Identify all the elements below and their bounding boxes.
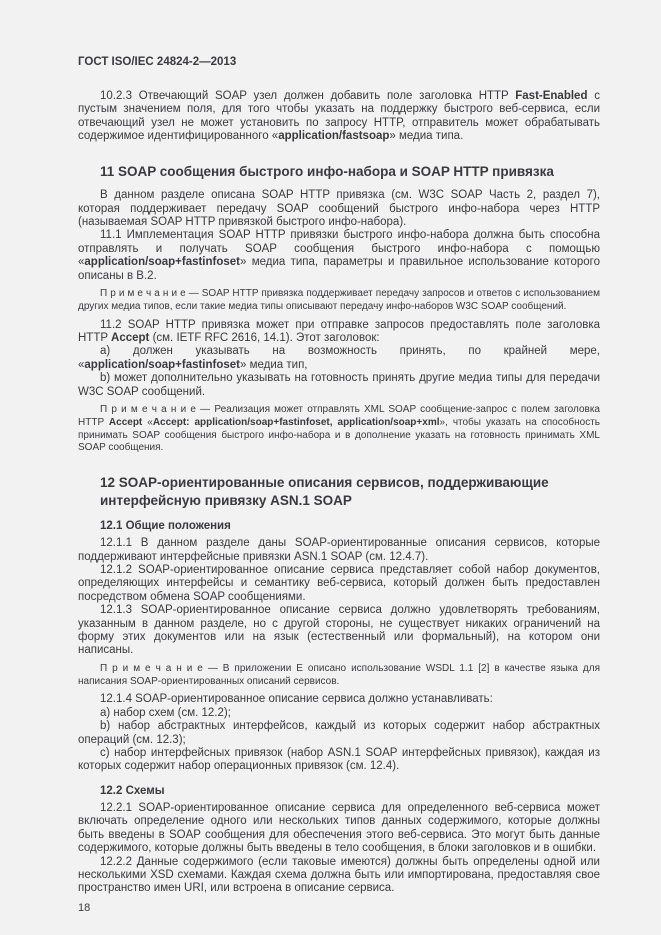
page-number: 18 xyxy=(78,901,91,914)
paragraph-12-2-1: 12.2.1 SOAP-ориентированное описание сервиса для определенного веб-сервиса может включать определение одного или нескольких типов данных содержимого, которые должны быть введены в SOAP сообщения для обеспечения этого веб-сервиса. Это могут быть данные содержимого, которые должны быть введены в тело сообщения, в блоки заголовков и в ошибки. xyxy=(78,801,600,855)
note-11-1: П р и м е ч а н и е — SOAP HTTP привязка поддерживает передачу запросов и ответов с использованием других медиа типов, если такие медиа типы описывают передачу инфо-наборов W3C SOAP сообщений. xyxy=(78,287,600,312)
paragraph-11-1: 11.1 Имплементация SOAP HTTP привязки быстрого инфо-набора должна быть способна отправлять и получать SOAP сообщения быстрого инфо-набора с помощью «application/soap+fastinfoset» медиа типа, параметры и правильное использование которого описаны в B.2. xyxy=(78,229,600,282)
paragraph-11-2: 11.2 SOAP HTTP привязка может при отправке запросов предоставлять поле заголовка HTTP Accept (см. IETF RFC 2616, 14.1). Этот заголовок: xyxy=(78,318,600,344)
subsection-12-1-heading: 12.1 Общие положения xyxy=(100,520,231,533)
paragraph-12-2-2: 12.2.2 Данные содержимого (если таковые имеются) должны быть определены одной или несколькими XSD схемами. Каждая схема должна быть или импортирована, предоставляя свое пространство имен URI, или встроена в описание сервиса. xyxy=(78,855,600,895)
list-item-12-1-4-c: c) набор интерфейсных привязок (набор ASN.1 SOAP интерфейсных привязок), каждая из которых содержит набор операционных привязок (см. 12.4). xyxy=(78,747,600,773)
paragraph-12-1-3: 12.1.3 SOAP-ориентированное описание сервиса должно удовлетворять требованиям, указанным в данном разделе, но с другой стороны, не существует никаких ограничений на форму этих документов или на язык (естественный или формальный), на котором они написаны. xyxy=(78,604,600,657)
note-11-2: П р и м е ч а н и е — Реализация может отправлять XML SOAP сообщение-запрос с полем заголовка HTTP Accept «Accept: application/soap+fastinfoset, application/soap+xml», чтобы указать на способность принимать SOAP сообщения быстрого инфо-набора и в дополнение указать на готовность принимать XML SOAP сообщения. xyxy=(78,404,600,454)
section-11-heading: 11 SOAP сообщения быстрого инфо-набора и SOAP HTTP привязка xyxy=(100,163,554,179)
paragraph-10-2-3: 10.2.3 Отвечающий SOAP узел должен добавить поле заголовка HTTP Fast-Enabled с пустым значением поля, для того чтобы указать на поддержку быстрого веб-сервиса, если отвечающий узел не может установить по запросу HTTP, отправитель может обрабатывать содержимое идентифицированного «application/fastsoap» медиа типа. xyxy=(78,90,600,143)
note-12-1: П р и м е ч а н и е — В приложении E описано использование WSDL 1.1 [2] в качестве языка для написания SOAP-ориентированных описаний сервисов. xyxy=(78,662,600,687)
list-item-12-1-4-b: b) набор абстрактных интерфейсов, каждый из которых содержит набор абстрактных операций (см. 12.3); xyxy=(78,720,600,746)
paragraph-12-1-1: 12.1.1 В данном разделе даны SOAP-ориентированные описания сервисов, которые поддерживают интерфейсные привязки ASN.1 SOAP (см. 12.4.7). xyxy=(78,537,600,563)
paragraph-12-1-2: 12.1.2 SOAP-ориентированное описание сервиса представляет собой набор документов, определяющих интерфейсы и семантику веб-сервиса, который должен быть предоставлен посредством обмена SOAP сообщениями. xyxy=(78,564,600,603)
list-item-12-1-4-a: a) набор схем (см. 12.2); xyxy=(100,706,231,719)
section-12-heading: 12 SOAP-ориентированные описания сервисов, поддерживающие интерфейсную привязку ASN.1 SOAP xyxy=(100,475,549,508)
document-body xyxy=(78,90,600,896)
paragraph-12-1-4: 12.1.4 SOAP-ориентированное описание сервиса должно устанавливать: xyxy=(100,693,493,706)
document-header-title: ГОСТ ISO/IEC 24824-2—2013 xyxy=(78,56,237,68)
paragraph-11-intro: В данном разделе описана SOAP HTTP привязка (см. W3C SOAP Часть 2, раздел 7), которая поддерживает передачу SOAP сообщений быстрого инфо-набора через HTTP (называемая SOAP HTTP привязкой быстрого инфо-набора). xyxy=(78,189,600,228)
list-item-11-2-a: a) должен указывать на возможность принять, по крайней мере, «application/soap+fastinfoset» медиа тип, xyxy=(78,345,600,371)
list-item-11-2-b: b) может дополнительно указывать на готовность принять другие медиа типы для передачи W3C SOAP сообщений. xyxy=(78,372,600,398)
subsection-12-2-heading: 12.2 Схемы xyxy=(100,784,165,797)
